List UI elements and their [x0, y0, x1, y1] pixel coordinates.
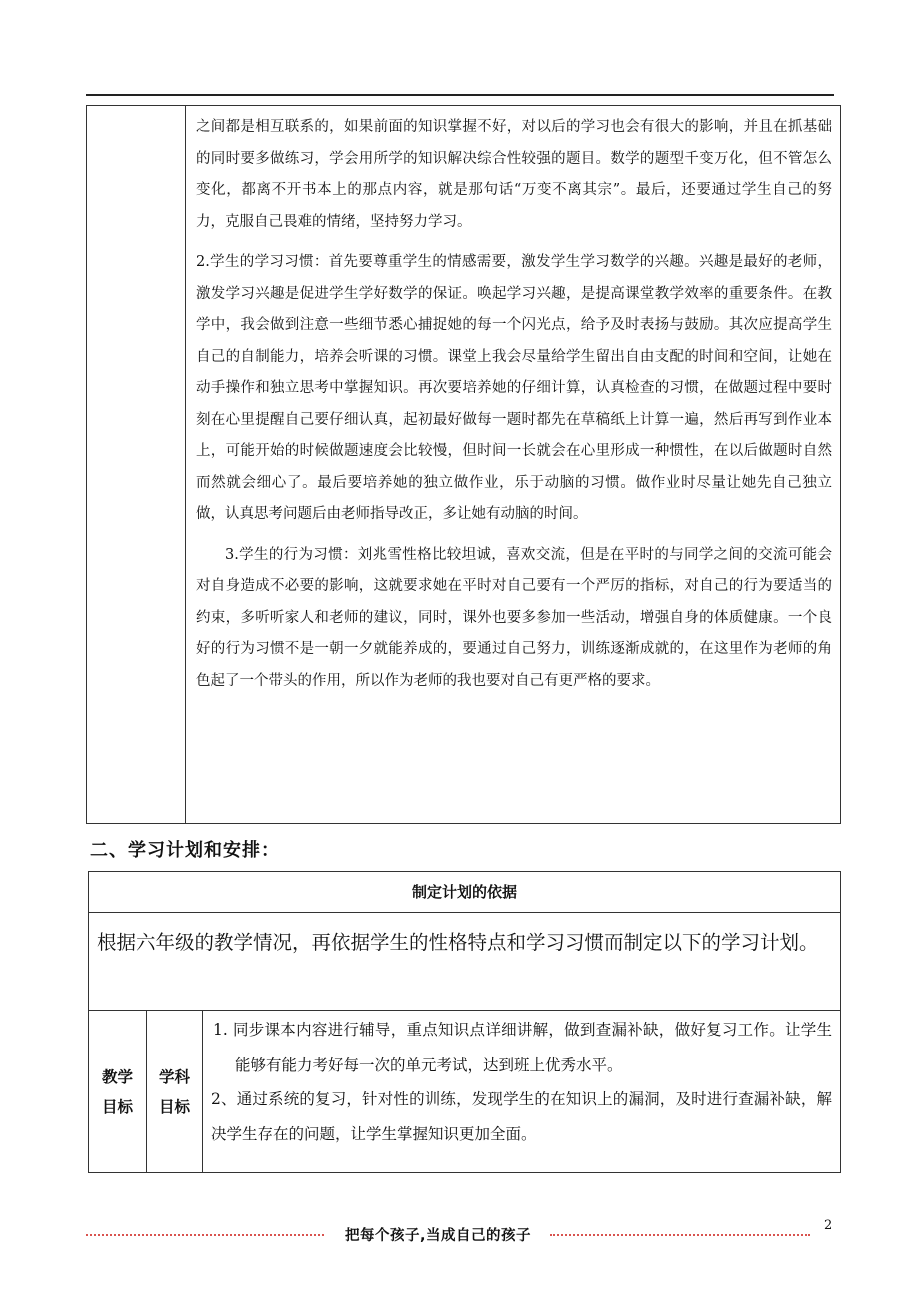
footer-slogan: 把每个孩子,当成自己的孩子 — [344, 1228, 531, 1244]
plan-header: 制定计划的依据 — [89, 872, 840, 913]
study-plan-table — [88, 871, 841, 1173]
header-rule — [86, 94, 834, 96]
footer-dotted-line-right — [550, 1234, 810, 1236]
goals-content — [203, 1011, 840, 1173]
goal-item-1: 1. 同步课本内容进行辅导，重点知识点详细讲解，做到查漏补缺，做好复习工作。让学生能够有能力考好每一次的单元考试，达到班上优秀水平。 — [213, 1021, 832, 1074]
page-footer — [86, 1218, 846, 1246]
paragraph-study-habits: 2.学生的学习习惯：首先要尊重学生的情感需要，激发学生学习数学的兴趣。兴趣是最好的老师，激发学习兴趣是促进学生学好数学的保证。唤起学习兴趣，是提高课堂教学效率的重要条件。在教学中，我会做到注意一些细节悉心捕捉她的每一个闪光点，给予及时表扬与鼓励。其次应提高学生自己的自制能力，培养会听课的习惯。课堂上我会尽量给学生留出自由支配的时间和空间，让她在动手操作和独立思考中掌握知识。再次要培养她的仔细计算，认真检查的习惯，在做题过程中要时刻在心里提醒自己要仔细认真，起初最好做每一题时都先在草稿纸上计算一遍，然后再写到作业本上，可能开始的时候做题速度会比较慢，但时间一长就会在心里形成一种惯性，在以后做题时自然而然就会细心了。最后要培养她的独立做作业，乐于动脑的习惯。做作业时尽量让她先自己独立做，认真思考问题后由老师指导改正，多让她有动脑的时间。 — [196, 254, 832, 522]
teaching-goal-cell — [89, 1011, 147, 1173]
page-number: 2 — [824, 1218, 833, 1233]
student-analysis-table — [86, 105, 841, 824]
goals-row — [89, 1011, 840, 1173]
paragraph-behavior-habits: 3.学生的行为习惯：刘兆雪性格比较坦诚，喜欢交流，但是在平时的与同学之间的交流可能会对自身造成不必要的影响，这就要求她在平时对自己要有一个严厉的指标，对自己的行为要适当的约束，多听听家人和老师的建议，同时，课外也要多参加一些活动，增强自身的体质健康。一个良好的行为习惯不是一朝一夕就能养成的，要通过自己努力，训练逐渐成就的，在这里作为老师的角色起了一个带头的作用，所以作为老师的我也要对自己有更严格的要求。 — [196, 546, 832, 689]
plan-basis: 根据六年级的教学情况，再依据学生的性格特点和学习习惯而制定以下的学习计划。 — [89, 913, 840, 1011]
section-title: 二、学习计划和安排： — [90, 840, 280, 861]
subject-goal-label: 学科目标 — [158, 1068, 190, 1116]
paragraph-knowledge: 之间都是相互联系的，如果前面的知识掌握不好，对以后的学习也会有很大的影响，并且在抓基础的同时要多做练习，学会用所学的知识解决综合性较强的题目。数学的题型千变万化，但不管怎么变化，都离不开书本上的那点内容，就是那句话“万变不离其宗”。最后，还要通过学生自己的努力，克服自己畏难的情绪，坚持努力学习。 — [196, 119, 832, 230]
footer-dotted-line-left — [86, 1234, 324, 1236]
teaching-goal-label: 教学目标 — [101, 1068, 133, 1116]
table-content-cell — [186, 106, 840, 823]
table-label-cell — [87, 106, 186, 823]
subject-goal-cell — [147, 1011, 203, 1173]
goal-item-2: 2、通过系统的复习，针对性的训练，发现学生的在知识上的漏洞，及时进行查漏补缺，解决学生存在的问题，让学生掌握知识更加全面。 — [211, 1090, 832, 1143]
